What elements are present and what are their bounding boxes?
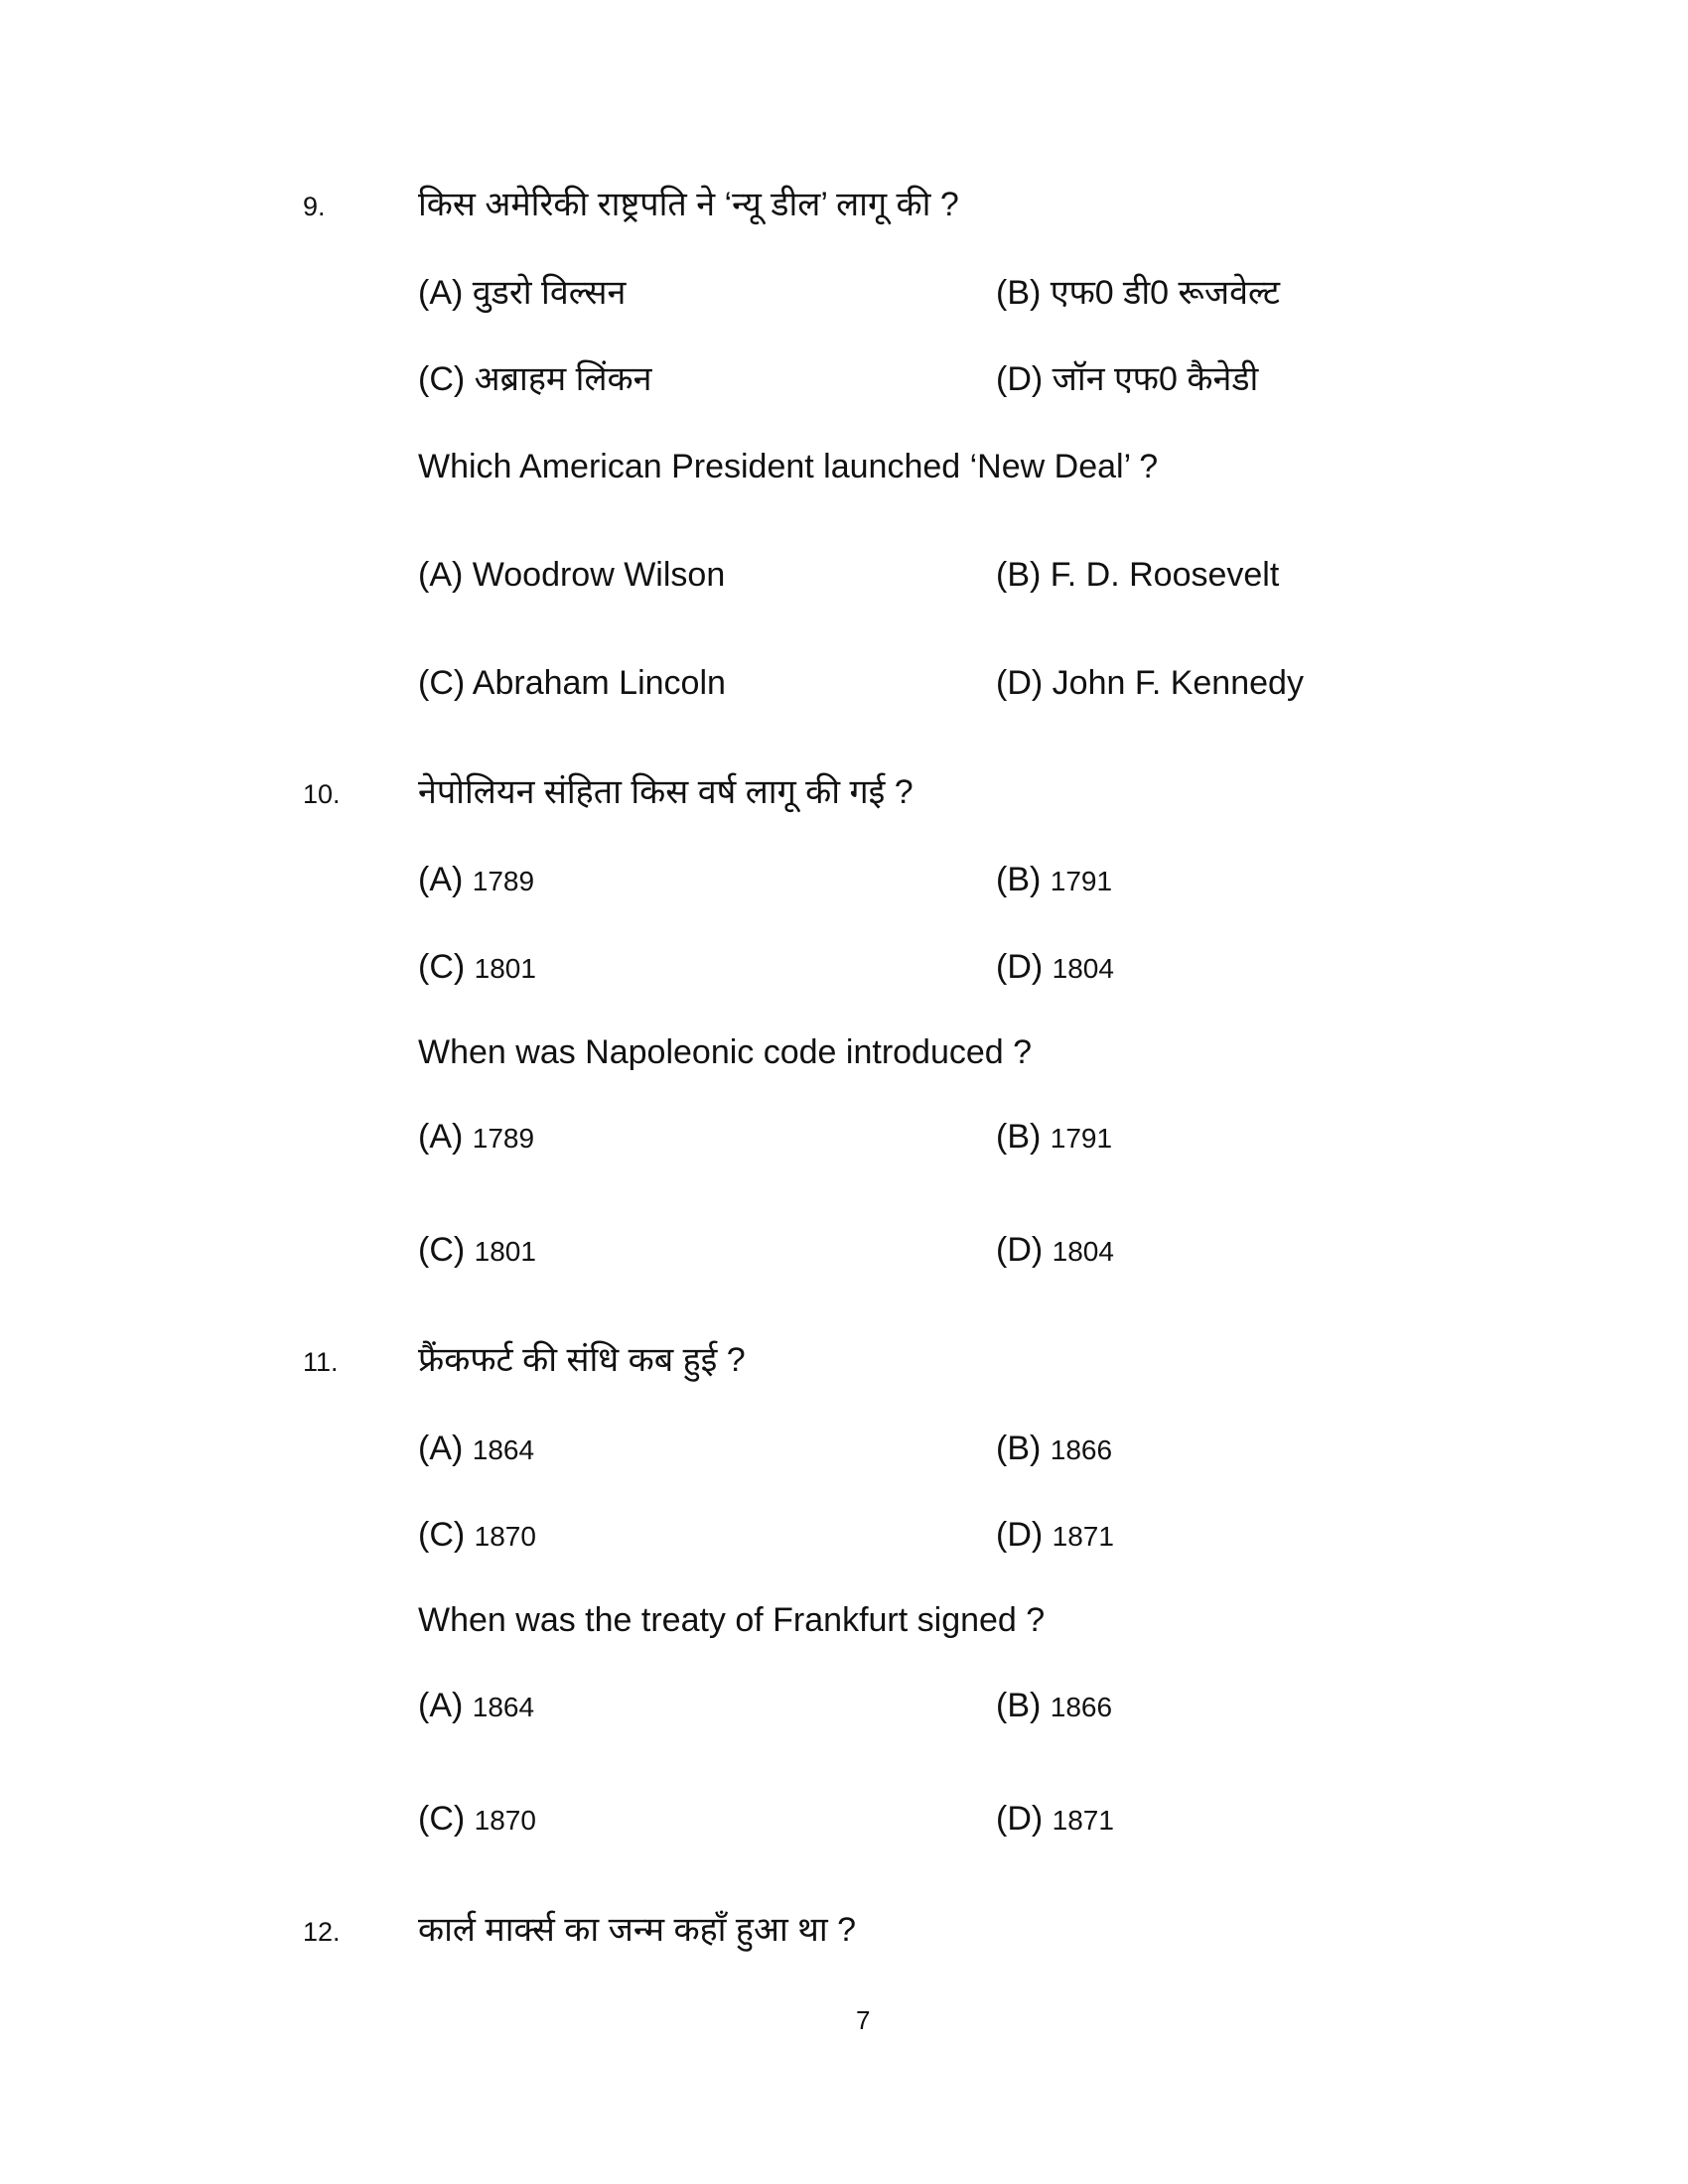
question-text-hindi: फ्रैंकफर्ट की संधि कब हुई ? bbox=[418, 1341, 746, 1379]
option-d-hindi bbox=[996, 1515, 1114, 1555]
option-text: 1866 bbox=[1050, 1692, 1113, 1722]
option-label: (D) bbox=[996, 1231, 1044, 1269]
option-text: Woodrow Wilson bbox=[472, 556, 726, 594]
question-text-hindi: किस अमेरिकी राष्ट्रपति ने ‘न्यू डील’ लागू की ? bbox=[418, 186, 959, 223]
option-c-hindi bbox=[418, 1515, 536, 1555]
option-text: John F. Kennedy bbox=[1052, 664, 1304, 702]
option-text: जॉन एफ0 कैनेडी bbox=[1052, 360, 1259, 398]
option-d-english bbox=[996, 1799, 1114, 1839]
option-text: 1864 bbox=[472, 1434, 535, 1465]
option-label: (C) bbox=[418, 664, 466, 702]
question-number: 12. bbox=[303, 1917, 341, 1947]
option-label: (B) bbox=[996, 274, 1042, 312]
option-text: 1864 bbox=[472, 1692, 535, 1722]
option-text: 1870 bbox=[474, 1521, 536, 1552]
option-text: 1804 bbox=[1052, 1236, 1114, 1267]
option-label: (D) bbox=[996, 360, 1044, 398]
option-b-hindi bbox=[996, 1429, 1112, 1468]
option-a-english bbox=[418, 555, 725, 595]
option-c-hindi bbox=[418, 947, 536, 987]
option-text: F. D. Roosevelt bbox=[1050, 556, 1280, 594]
option-text: 1801 bbox=[474, 1236, 536, 1267]
option-text: 1870 bbox=[474, 1805, 536, 1836]
option-label: (B) bbox=[996, 861, 1042, 898]
option-label: (A) bbox=[418, 1687, 464, 1724]
option-label: (C) bbox=[418, 1800, 466, 1838]
option-text: 1871 bbox=[1052, 1521, 1114, 1552]
option-label: (A) bbox=[418, 861, 464, 898]
option-label: (D) bbox=[996, 1516, 1044, 1554]
page-number: 7 bbox=[856, 2005, 871, 2035]
question-text-english: When was the treaty of Frankfurt signed ? bbox=[418, 1601, 1046, 1639]
option-d-hindi bbox=[996, 359, 1258, 399]
option-label: (D) bbox=[996, 948, 1044, 986]
option-c-english bbox=[418, 1230, 536, 1270]
option-text: 1791 bbox=[1050, 1123, 1113, 1154]
option-a-hindi bbox=[418, 1429, 534, 1468]
option-label: (A) bbox=[418, 556, 464, 594]
option-label: (D) bbox=[996, 664, 1044, 702]
option-text: एफ0 डी0 रूजवेल्ट bbox=[1050, 274, 1281, 312]
question-number: 9. bbox=[303, 192, 326, 221]
option-label: (C) bbox=[418, 360, 466, 398]
question-text-english: When was Napoleonic code introduced ? bbox=[418, 1033, 1033, 1071]
option-text: वुडरो विल्सन bbox=[472, 274, 627, 312]
option-text: 1789 bbox=[472, 1123, 535, 1154]
option-a-english bbox=[418, 1686, 534, 1725]
question-number: 10. bbox=[303, 779, 341, 809]
option-label: (C) bbox=[418, 948, 466, 986]
option-d-hindi bbox=[996, 947, 1114, 987]
option-a-hindi bbox=[418, 273, 626, 313]
option-b-english bbox=[996, 1117, 1112, 1157]
option-label: (B) bbox=[996, 1118, 1042, 1156]
option-label: (B) bbox=[996, 556, 1042, 594]
option-label: (A) bbox=[418, 274, 464, 312]
option-text: 1801 bbox=[474, 953, 536, 984]
question-text-english: Which American President launched ‘New Deal’ ? bbox=[418, 448, 1159, 485]
option-c-english bbox=[418, 663, 726, 703]
option-label: (B) bbox=[996, 1687, 1042, 1724]
option-text: 1791 bbox=[1050, 866, 1113, 896]
question-text-hindi: नेपोलियन संहिता किस वर्ष लागू की गई ? bbox=[418, 773, 914, 811]
option-text: 1871 bbox=[1052, 1805, 1114, 1836]
option-a-english bbox=[418, 1117, 534, 1157]
option-text: 1789 bbox=[472, 866, 535, 896]
option-b-english bbox=[996, 1686, 1112, 1725]
option-a-hindi bbox=[418, 860, 534, 899]
option-label: (C) bbox=[418, 1516, 466, 1554]
option-label: (B) bbox=[996, 1430, 1042, 1467]
option-label: (D) bbox=[996, 1800, 1044, 1838]
option-text: Abraham Lincoln bbox=[472, 664, 726, 702]
option-text: अब्राहम लिंकन bbox=[474, 360, 652, 398]
option-b-hindi bbox=[996, 273, 1280, 313]
option-d-english bbox=[996, 1230, 1114, 1270]
option-label: (C) bbox=[418, 1231, 466, 1269]
question-number: 11. bbox=[303, 1347, 339, 1377]
question-text-hindi: कार्ल मार्क्स का जन्म कहाँ हुआ था ? bbox=[418, 1911, 857, 1949]
option-b-hindi bbox=[996, 860, 1112, 899]
option-c-hindi bbox=[418, 359, 652, 399]
option-d-english bbox=[996, 663, 1304, 703]
option-text: 1804 bbox=[1052, 953, 1114, 984]
option-b-english bbox=[996, 555, 1279, 595]
option-text: 1866 bbox=[1050, 1434, 1113, 1465]
option-label: (A) bbox=[418, 1118, 464, 1156]
option-label: (A) bbox=[418, 1430, 464, 1467]
option-c-english bbox=[418, 1799, 536, 1839]
